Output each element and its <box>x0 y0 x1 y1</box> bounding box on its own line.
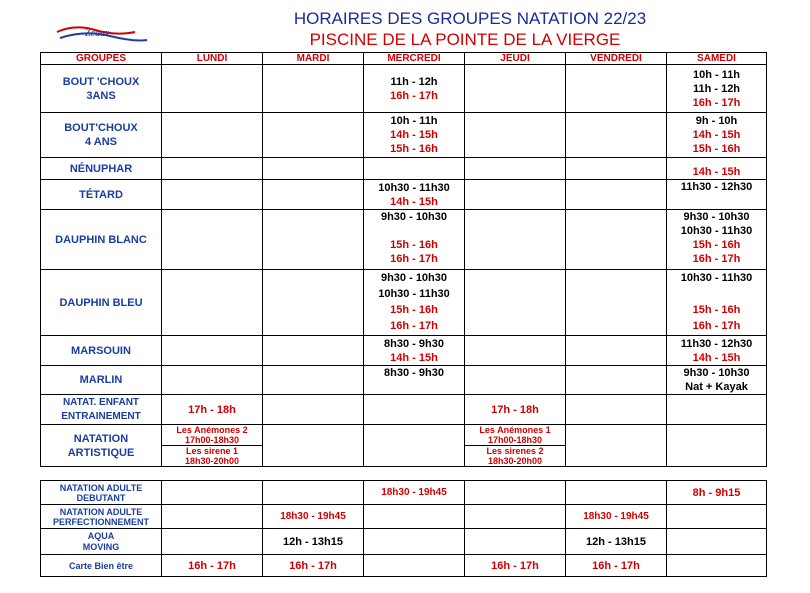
table-cell: Les Anémones 1 17h00-18h30 Les sirenes 2 18h30-20h00 <box>465 425 566 467</box>
table-cell: 12h - 13h15 <box>263 529 364 555</box>
group-label: DAUPHIN BLANC <box>41 210 162 270</box>
table-row <box>41 555 767 577</box>
table-cell: 16h - 17h <box>566 555 667 577</box>
table-row <box>41 529 767 555</box>
table-cell: 10h30 - 11h30 14h - 15h <box>364 180 465 210</box>
table-row <box>41 113 767 158</box>
table-cell: Les Anémones 2 17h00-18h30 Les sirene 1 18h30-20h00 <box>162 425 263 467</box>
group-label: NATAT. ENFANT ENTRAINEMENT <box>41 395 162 425</box>
svg-text:Zeaux: Zeaux <box>85 28 110 39</box>
table-cell: 9h30 - 10h30 15h - 16h 16h - 17h <box>364 210 465 270</box>
group-label: DAUPHIN BLEU <box>41 270 162 336</box>
table-row <box>41 336 767 366</box>
table-cell: 16h - 17h <box>162 555 263 577</box>
group-label: NATATION ADULTE DEBUTANT <box>41 481 162 505</box>
table-cell: 18h30 - 19h45 <box>566 505 667 529</box>
col-vendredi: VENDREDI <box>566 53 667 65</box>
schedule-table <box>40 52 767 467</box>
page-subtitle: PISCINE DE LA POINTE DE LA VIERGE <box>309 30 621 49</box>
adult-schedule-table <box>40 480 767 577</box>
page-title: HORAIRES DES GROUPES NATATION 22/23 <box>293 9 647 28</box>
group-label: MARLIN <box>41 366 162 395</box>
table-row <box>41 158 767 180</box>
group-label: MARSOUIN <box>41 336 162 366</box>
group-label: Carte Bien être <box>41 555 162 577</box>
table-row <box>41 366 767 395</box>
group-label: BOUT 'CHOUX 3ANS <box>41 65 162 113</box>
table-row <box>41 505 767 529</box>
col-mercredi: MERCREDI <box>364 53 465 65</box>
group-label: NATATION ARTISTIQUE <box>41 425 162 467</box>
table-cell: 16h - 17h <box>263 555 364 577</box>
table-row <box>41 270 767 336</box>
col-mardi: MARDI <box>263 53 364 65</box>
col-samedi: SAMEDI <box>667 53 767 65</box>
group-label: BOUT'CHOUX 4 ANS <box>41 113 162 158</box>
table-cell: 9h30 - 10h30 10h30 - 11h30 15h - 16h 16h - 17h <box>667 210 767 270</box>
table-cell: 10h - 11h 14h - 15h 15h - 16h <box>364 113 465 158</box>
table-cell: 12h - 13h15 <box>566 529 667 555</box>
header-row <box>41 53 767 65</box>
table-cell: 11h30 - 12h30 14h - 15h <box>667 336 767 366</box>
table-cell: 11h - 12h 16h - 17h <box>364 65 465 113</box>
table-cell: 9h - 10h 14h - 15h 15h - 16h <box>667 113 767 158</box>
table-cell: 8h30 - 9h30 <box>364 366 465 395</box>
table-row <box>41 180 767 210</box>
table-row <box>41 481 767 505</box>
group-label: NÉNUPHAR <box>41 158 162 180</box>
table-cell: 18h30 - 19h45 <box>263 505 364 529</box>
col-groupes: GROUPES <box>41 53 162 65</box>
table-cell: 9h30 - 10h30 10h30 - 11h30 15h - 16h 16h - 17h <box>364 270 465 336</box>
group-label: AQUA MOVING <box>41 529 162 555</box>
table-cell: 16h - 17h <box>465 555 566 577</box>
col-jeudi: JEUDI <box>465 53 566 65</box>
group-label: TÉTARD <box>41 180 162 210</box>
table-cell: 8h - 9h15 <box>667 481 767 505</box>
col-lundi: LUNDI <box>162 53 263 65</box>
table-cell: 17h - 18h <box>465 395 566 425</box>
table-cell: 17h - 18h <box>162 395 263 425</box>
table-row <box>41 65 767 113</box>
table-cell: 9h30 - 10h30 Nat + Kayak <box>667 366 767 395</box>
table-cell: 14h - 15h <box>667 158 767 180</box>
table-cell: 10h30 - 11h30 15h - 16h 16h - 17h <box>667 270 767 336</box>
table-row <box>41 395 767 425</box>
table-row <box>41 210 767 270</box>
table-row <box>41 425 767 467</box>
table-cell: 18h30 - 19h45 <box>364 481 465 505</box>
group-label: NATATION ADULTE PERFECTIONNEMENT <box>41 505 162 529</box>
table-cell: 8h30 - 9h30 14h - 15h <box>364 336 465 366</box>
table-cell: 10h - 11h 11h - 12h 16h - 17h <box>667 65 767 113</box>
table-cell: 11h30 - 12h30 <box>667 180 767 210</box>
